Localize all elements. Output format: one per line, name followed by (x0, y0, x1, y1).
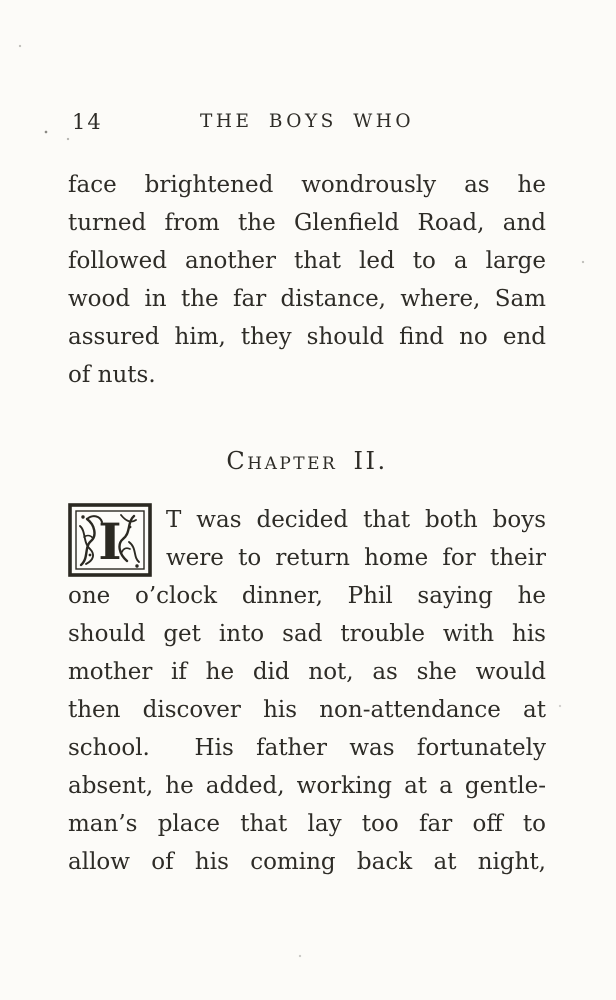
drop-cap-woodcut-ornament-icon (68, 503, 152, 577)
text-line: turned from the Glenfield Road, and (68, 210, 546, 236)
text-line: wood in the far distance, where, Sam (68, 286, 546, 312)
text-line: assured him, they should find no end (68, 324, 546, 350)
text-line: of nuts. (68, 362, 156, 388)
running-header-row (68, 110, 546, 138)
text-line: followed another that led to a large (68, 248, 546, 274)
paragraph-1 (68, 166, 546, 394)
page-number: 14 (72, 110, 103, 134)
text-line: allow of his coming back at night, (68, 849, 546, 875)
text-line: school. His father was fortunately (68, 735, 546, 761)
running-header: THE BOYS WHO (199, 111, 415, 132)
text-line: were to return home for their (166, 545, 546, 571)
text-line: absent, he added, working at a gentle- (68, 773, 546, 799)
drop-cap-letter: I (98, 512, 122, 571)
text-line: should get into sad trouble with his (68, 621, 546, 647)
text-line: man’s place that lay too far off to (68, 811, 546, 837)
paragraph-2 (68, 501, 546, 881)
chapter-heading: Chapter II. (226, 447, 388, 475)
text-line: one o’clock dinner, Phil saying he (68, 583, 546, 609)
text-line: then discover his non-attendance at (68, 697, 546, 723)
text-line: mother if he did not, as she would (68, 659, 546, 685)
text-line: face brightened wondrously as he (68, 172, 546, 198)
text-block (68, 0, 546, 881)
text-line: T was decided that both boys (166, 507, 546, 533)
drop-cap-initial-i (68, 503, 152, 577)
